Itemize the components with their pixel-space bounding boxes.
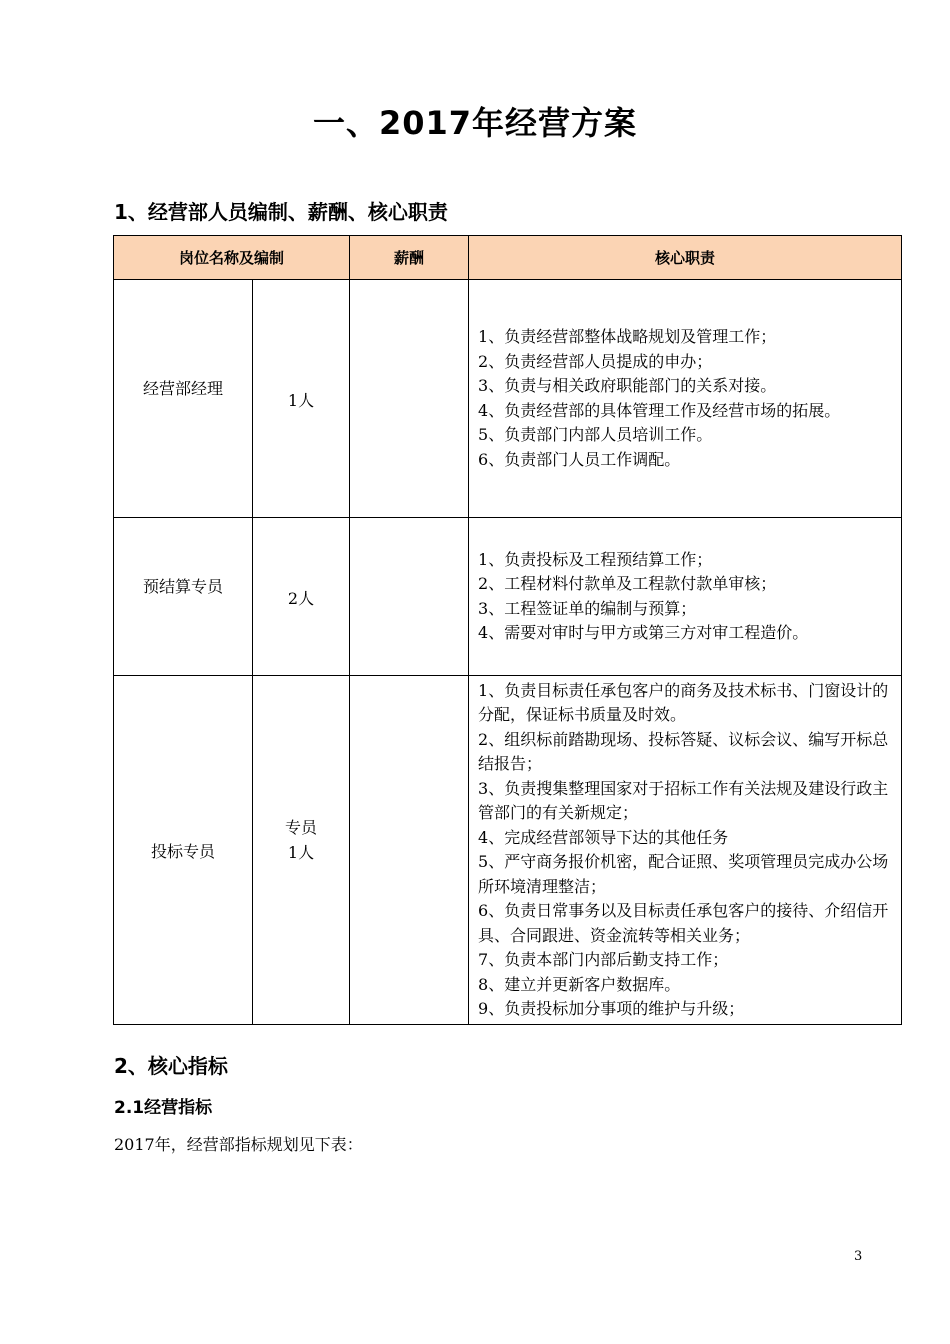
header-duties: 核心职责: [469, 236, 902, 280]
duty-item: 6、负责部门人员工作调配。: [478, 449, 681, 469]
duty-list: [478, 325, 895, 472]
table-row: [114, 676, 902, 1025]
table-row: [114, 280, 902, 518]
page-number: 3: [854, 1249, 863, 1264]
duty-item: 7、负责本部门内部后勤支持工作；: [478, 950, 729, 969]
staff-count: [253, 676, 350, 1025]
section-1-heading: 1、经营部人员编制、薪酬、核心职责: [114, 200, 448, 224]
duty-item: 1、负责目标责任承包客户的商务及技术标书、门窗设计的分配，保证标书质量及时效。: [478, 680, 889, 724]
staff-count-line: 专员: [285, 817, 318, 837]
duty-item: 3、负责与相关政府职能部门的关系对接。: [478, 376, 777, 395]
duty-item: 3、负责搜集整理国家对于招标工作有关法规及建设行政主管部门的有关新规定；: [478, 778, 889, 822]
header-position: 岗位名称及编制: [114, 236, 350, 280]
duty-item: 4、负责经营部的具体管理工作及经营市场的拓展。: [478, 400, 841, 420]
salary-cell: [350, 676, 469, 1025]
position-name: 预结算专员: [114, 518, 253, 676]
sub-heading: 2.1经营指标: [114, 1098, 213, 1118]
duty-item: 4、完成经营部领导下达的其他任务: [478, 827, 729, 847]
duty-item: 5、负责部门内部人员培训工作。: [478, 425, 713, 444]
duty-item: 2、负责经营部人员提成的申办；: [478, 351, 713, 371]
duties-cell: [469, 518, 902, 676]
duty-item: 9、负责投标加分事项的维护与升级；: [478, 999, 745, 1018]
duty-list: [478, 548, 895, 646]
salary-cell: [350, 280, 469, 518]
duty-item: 8、建立并更新客户数据库。: [478, 974, 681, 994]
duty-item: 1、负责投标及工程预结算工作；: [478, 549, 713, 569]
duty-item: 2、组织标前踏勘现场、投标答疑、议标会议、编写开标总结报告；: [478, 729, 889, 773]
header-salary: 薪酬: [350, 236, 469, 280]
duties-cell: [469, 280, 902, 518]
staff-count: 1人: [253, 280, 350, 518]
position-name: 投标专员: [114, 676, 253, 1025]
section-2-heading: 2、核心指标: [114, 1054, 228, 1078]
staff-table: [113, 235, 902, 1025]
table-header-row: [114, 236, 902, 280]
body-paragraph: 2017年，经营部指标规划见下表：: [114, 1135, 363, 1154]
page-title: 一、2017年经营方案: [312, 104, 638, 142]
duty-item: 4、需要对审时与甲方或第三方对审工程造价。: [478, 623, 809, 642]
duty-list: [478, 679, 895, 1022]
staff-count-line: 1人: [287, 842, 315, 862]
duty-item: 3、工程签证单的编制与预算；: [478, 598, 697, 618]
duty-item: 2、工程材料付款单及工程款付款单审核；: [478, 574, 777, 593]
table-row: [114, 518, 902, 676]
position-name: 经营部经理: [114, 280, 253, 518]
staff-count: 2人: [253, 518, 350, 676]
salary-cell: [350, 518, 469, 676]
duty-item: 6、负责日常事务以及目标责任承包客户的接待、介绍信开具、合同跟进、资金流转等相关业务；: [478, 901, 889, 945]
duty-item: 1、负责经营部整体战略规划及管理工作；: [478, 327, 777, 346]
duty-item: 5、严守商务报价机密，配合证照、奖项管理员完成办公场所环境清理整洁；: [478, 852, 889, 896]
duties-cell: [469, 676, 902, 1025]
